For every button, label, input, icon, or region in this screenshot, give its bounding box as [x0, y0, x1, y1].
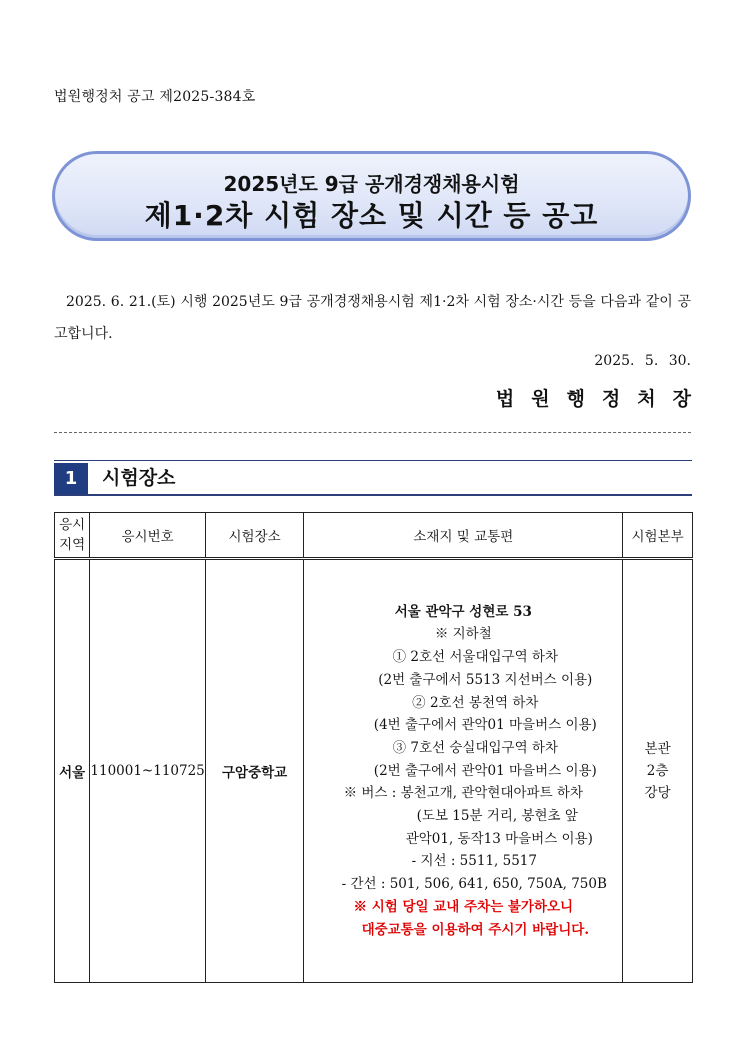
transport-line: (2번 출구에서 관악01 마을버스 이용): [373, 762, 597, 779]
cell-number-range: 110001~110725: [90, 559, 205, 983]
section-rule-bottom: [54, 494, 692, 496]
transport-line: ③ 7호선 숭실대입구역 하차: [392, 739, 558, 756]
transport-subway-heading: ※ 지하철: [434, 626, 492, 643]
dashed-divider: [54, 432, 691, 433]
table-header-row: [55, 513, 693, 559]
transport-line: - 지선 : 5511, 5517: [411, 853, 537, 870]
parking-warning-line: ※ 시험 당일 교내 주차는 불가하오니: [353, 898, 574, 915]
header-hq: 시험본부: [623, 513, 693, 559]
table-row: [55, 559, 693, 983]
header-region: 응시 지역: [55, 513, 90, 559]
section-rule-top: [54, 460, 692, 461]
cell-region: 서울: [55, 559, 90, 983]
notice-number: 법원행정처 공고 제2025-384호: [54, 89, 256, 105]
hq-line: 강당: [644, 785, 671, 801]
notice-date: 2025. 5. 30.: [594, 353, 691, 369]
transport-line: - 간선 : 501, 506, 641, 650, 750A, 750B: [341, 876, 607, 893]
cell-headquarters: [623, 559, 693, 983]
section-title: 시험장소: [102, 467, 176, 489]
section-number: 1: [54, 463, 88, 494]
transport-line: 관악01, 동작13 마을버스 이용): [405, 830, 593, 847]
title-line-2: 제1·2차 시험 장소 및 시간 등 공고: [144, 199, 599, 232]
title-line-1: 2025년도 9급 공개경쟁채용시험: [223, 172, 520, 196]
intro-text: 2025. 6. 21.(토) 시행 2025년도 9급 공개경쟁채용시험 제1·2차 시험 장소·시간 등을 다음과 같이 공고합니다.: [54, 294, 691, 342]
hq-line: 2층: [646, 763, 669, 779]
transport-line: ① 2호선 서울대입구역 하차: [392, 649, 558, 666]
hq-line: 본관: [644, 741, 671, 757]
transport-line: (4번 출구에서 관악01 마을버스 이용): [373, 717, 597, 734]
header-venue: 시험장소: [205, 513, 304, 559]
header-address: 소재지 및 교통편: [304, 513, 623, 559]
header-number: 응시번호: [90, 513, 205, 559]
transport-bus-heading: ※ 버스 : 봉천고개, 관악현대아파트 하차: [343, 785, 583, 802]
cell-address: [304, 559, 623, 983]
issuer-name: 법원행정처장: [495, 388, 708, 410]
parking-warning-line: 대중교통을 이용하여 주시기 바랍니다.: [361, 921, 590, 938]
exam-venue-table: [54, 512, 693, 983]
transport-line: ② 2호선 봉천역 하차: [412, 694, 539, 711]
address-line: 서울 관악구 성현로 53: [394, 603, 532, 620]
title-banner: [52, 151, 691, 241]
transport-line: (2번 출구에서 5513 지선버스 이용): [378, 671, 593, 688]
transport-line: (도보 15분 거리, 봉현초 앞: [416, 808, 578, 825]
cell-venue: 구암중학교: [205, 559, 304, 983]
intro-paragraph: [54, 286, 691, 350]
